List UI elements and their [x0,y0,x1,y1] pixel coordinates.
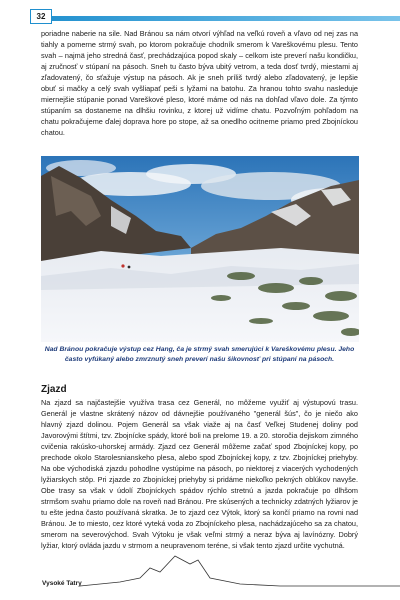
footer-mountain-line [80,548,400,588]
section-heading: Zjazd [41,384,67,395]
body-paragraph-2: Na zjazd sa najčastejšie využíva trasa cez Generál, no môžeme využiť aj výstupovú trasu. Generál je vlastne skrátený názov od dávnejšie používaného "generál šús", čo je niečo ako hlavný zjazd dolinou. Pojem Generál sa však viaže aj na časť Veľkej Studenej doliny pod Javorovými štítmi, tzv. Zbojnícke spády, ktoré boli na prelome 19. a 20. storočia dejiskom zimného cvičenia rakúsko-uhorskej armády. Zjazd cez Generál môžeme začať spod Zbojníckej kopy, po prechode okolo Starolesnianskeho plesa, alebo spod Zbojníckej kopy, z tzv. Zbojníckej priehyby. Na obe východiská zjazdu pohodlne vystúpime na pásoch, po niektorej z viacerých vychodených lyžiarskych stôp. Pri zjazde zo Zbojníckej priehyby si pridáme niekoľko pekných oblúkov navyše. Obe trasy sa však v údolí Zbojníckych spádov rýchlo stretnú a jazda pokračuje po dlhšom strmšom svahu priamo dole na roveň nad Bránou. Pre skúsených a technicky zdatných lyžiarov je tu ešte jedna často používaná skratka. Je to zjazd cez Výtok, ktorý sa končí priamo na rovni nad Bránou. Je to miesto, cez ktoré vyteká voda zo Zbojníckeho plesa, nachádzajúceho sa za chatou, smerom na severovýchod. Svah Výtoku je však veľmi strmý a neraz býva aj lavínózny. Dobrý lyžiar, ktorý ovláda jazdu v strmom a neupravenom teréne, si však tento zjazd určite vychutná. [41,398,358,550]
header-accent-stripe [30,16,400,21]
footer-label: Vysoké Tatry [42,580,82,587]
mountain-photo-illustration [41,156,359,342]
body-paragraph-1: poriadne naberie na sile. Nad Bránou sa nám otvorí výhľad na veľkú roveň a vľavo od nej zas na tiahly a pomerne strmý svah, po ktorom pokračuje chodník smerom k Vareškovému plesu. Tento svah – najmä jeho stredná časť, prechádzajúca popod skaly – celkom iste preverí našu kondičku, aj zručnosť v stúpaní na pásoch. Sneh tu často býva ubitý vetrom, a teda dosť tvrdý, miestami aj zľadovatený, čo sťažuje výstup na pásoch. Ak je sneh príliš tvrdý alebo zľadovatený, je lepšie obuť si mačky a celý svah vyšliapať peši s lyžami na batohu. Za hranou tohto svahu nasleduje miernejšie stúpanie ponad Vareškové pleso, ktoré máme od nás na dohľad vľavo dole. Za týmto stúpaním sa dostaneme na dlhšiu rovinku, z ktorej už vidíme chatu. Pozvoľným pohľadom na chatu pokračujeme ďalej doprava hore po stope, až sa onedlho ocitneme priamo pred Zbojníckou chatou. [41,29,358,137]
photo-caption: Nad Bránou pokračuje výstup cez Hang, ča je strmý svah smerujúci k Vareškovému plesu. Jeho často vyfúkaný alebo zmrznutý sneh preverí našu šikovnosť pri stúpaní na pásoch. [44,346,355,363]
page-number: 32 [30,9,52,24]
page-header-bar [0,9,400,24]
mountain-photo [41,156,359,342]
